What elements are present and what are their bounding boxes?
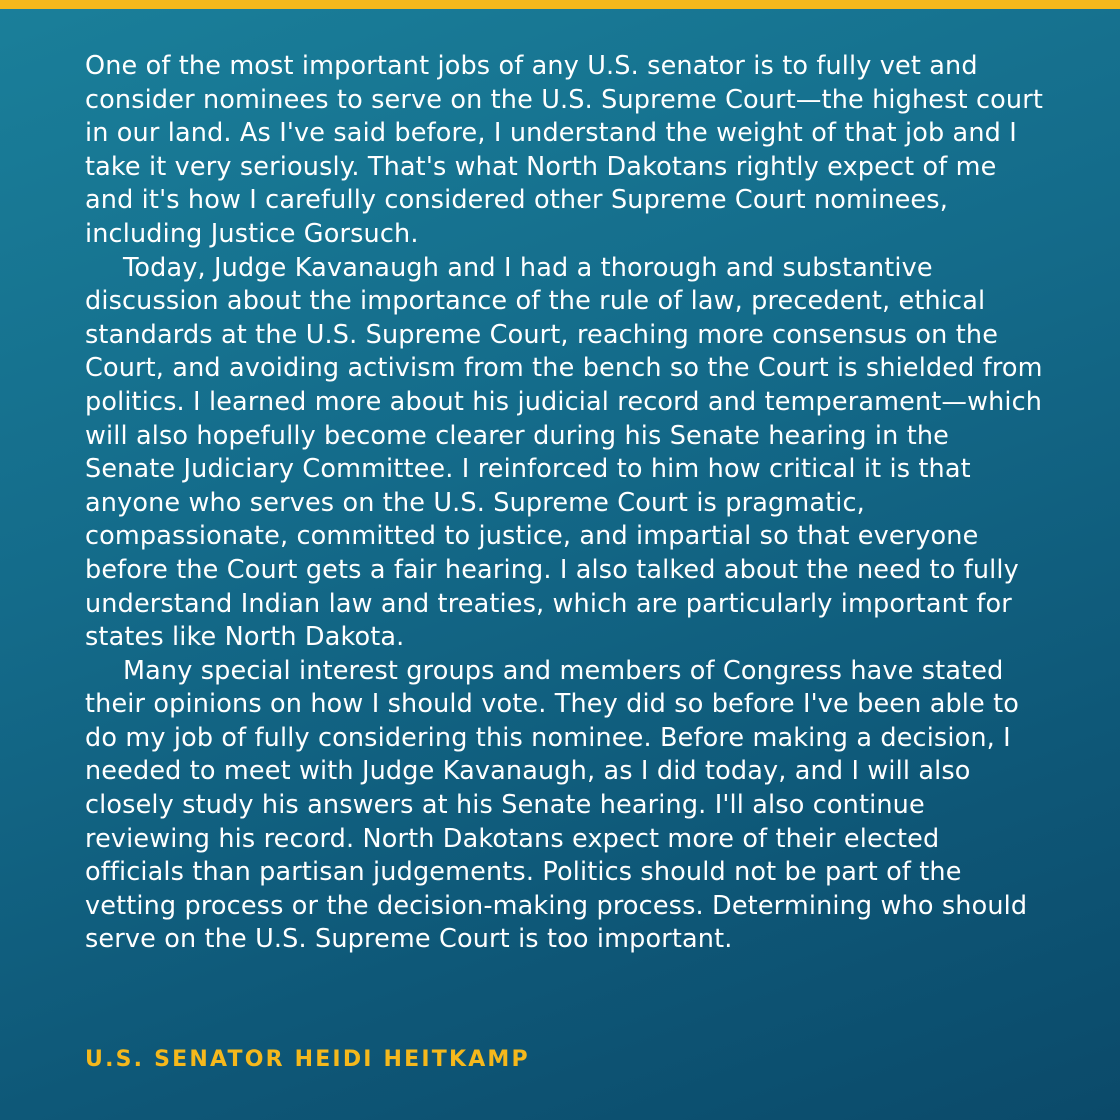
signature-attribution: U.S. SENATOR HEIDI HEITKAMP <box>85 1047 530 1072</box>
statement-paragraph-3: Many special interest groups and members of Congress have stated their opinions on how I should vote. They did so before I've been able to do my job of fully considering this nominee. Before making a decision, I needed to meet with Judge Kavanaugh, as I did today, and I will also closely study his answers at his Senate hearing. I'll also continue reviewing his record. North Dakotans expect more of their elected officials than partisan judgements. Politics should not be part of the vetting process or the decision-making process. Determining who should serve on the U.S. Supreme Court is too important. <box>85 655 1028 955</box>
statement-paragraph-2: Today, Judge Kavanaugh and I had a thorough and substantive discussion about the importance of the rule of law, precedent, ethical standards at the U.S. Supreme Court, reaching more consensus on the Court, and avoiding activism from the bench so the Court is shielded from politics. I learned more about his judicial record and temperament—which will also hopefully become clearer during his Senate hearing in the Senate Judiciary Committee. I reinforced to him how critical it is that anyone who serves on the U.S. Supreme Court is pragmatic, compassionate, committed to justice, and impartial so that everyone before the Court gets a fair hearing. I also talked about the need to fully understand Indian law and treaties, which are particularly important for states like North Dakota. <box>85 252 1043 653</box>
statement-paragraph-1: One of the most important jobs of any U.S. senator is to fully vet and consider nominees to serve on the U.S. Supreme Court—the highest court in our land. As I've said before, I understand the weight of that job and I take it very seriously. That's what North Dakotans rightly expect of me and it's how I carefully considered other Supreme Court nominees, including Justice Gorsuch. <box>85 51 1043 249</box>
statement-body <box>85 50 1045 957</box>
accent-top-bar <box>0 0 1120 9</box>
